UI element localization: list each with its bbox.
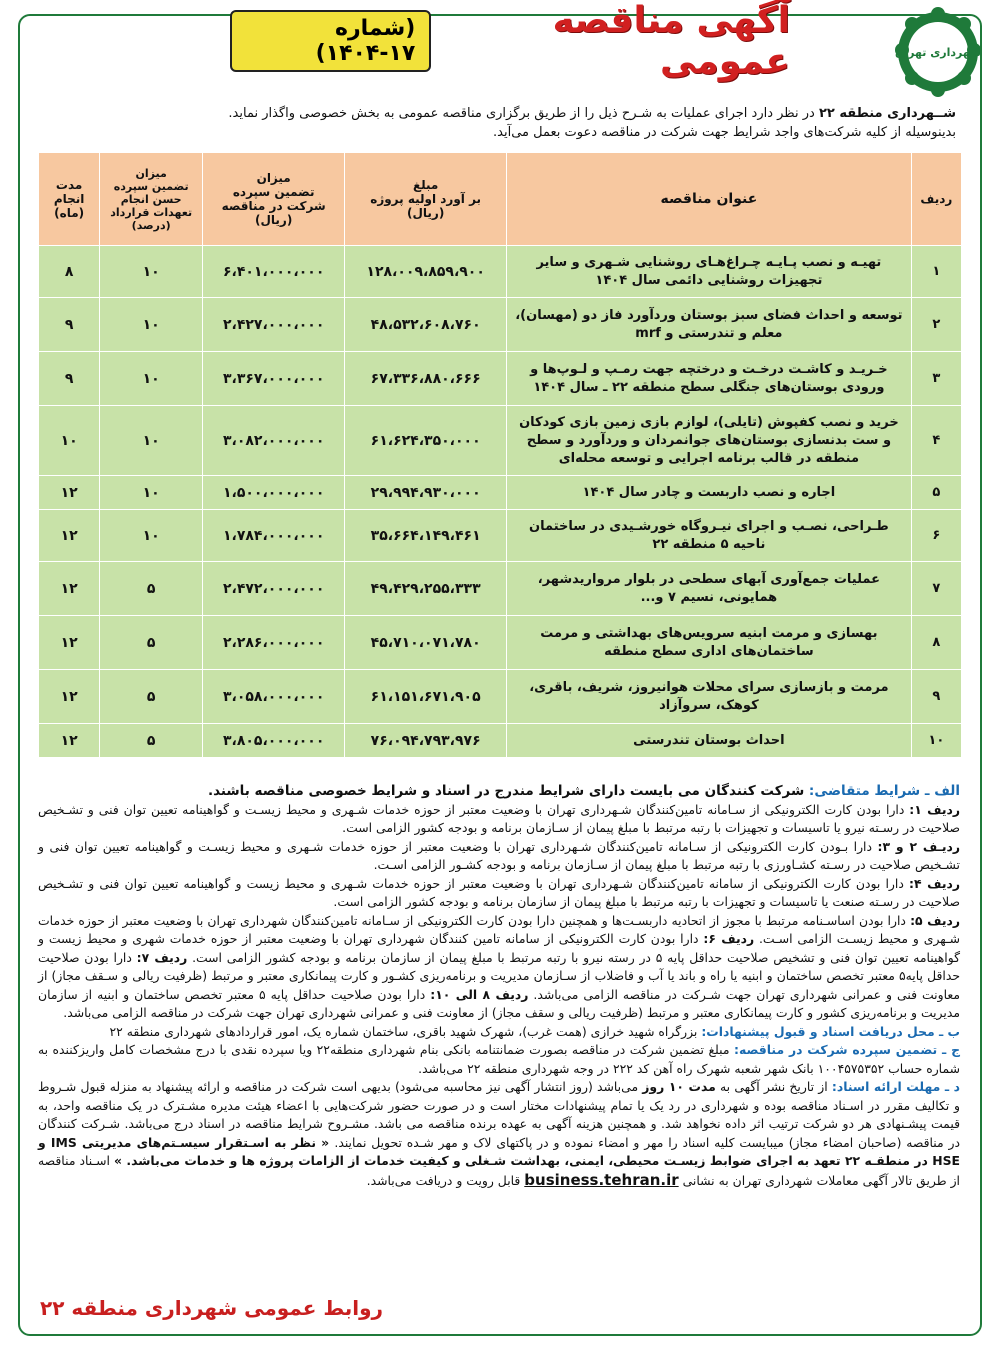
- cell-performance: ۱۰: [100, 510, 203, 562]
- cell-estimate: ۴۸،۵۳۲،۶۰۸،۷۶۰: [345, 298, 507, 352]
- r1-text: دارا بودن کارت الکترونیکی از سـامانه تامین‌کنندگان شـهرداری تهران با وضعیت معتبر از حوزه خدمات شـهری و محیط زیسـت و گواهینامه تعیین توان فنی و تشـخیص صلاحیت در رسـته نیرو یا تاسیسات و تجهیزات با رتبه مرتبط با مبلغ پیمان از سـازمان برنامه و بودجه کشور الزامی است.: [38, 801, 960, 835]
- cell-performance: ۱۰: [100, 476, 203, 510]
- cell-duration: ۱۲: [39, 670, 100, 724]
- r5-label: ردیف ۵:: [910, 912, 960, 928]
- cell-estimate: ۳۵،۶۶۴،۱۴۹،۴۶۱: [345, 510, 507, 562]
- cell-performance: ۵: [100, 562, 203, 616]
- cell-performance: ۱۰: [100, 246, 203, 298]
- r7-text: دارا بودن صلاحیت حداقل پایه۵ معتبر تخصص ساختمان و ابنیه یا راه و باند یا آب و فاضلاب از سـازمان مدیریت و برنامه‌ریزی کشـور و کارت پیمانکاری معتبر و مرتبط (ظرفیت ریالی و سـقف مجاز) از معاونت فنی و عمرانی شهرداری تهران جهت شـرکت در مناقصه الزامی می‌باشد.: [38, 949, 960, 1002]
- intro-text: [36, 104, 956, 142]
- cell-duration: ۱۰: [39, 406, 100, 476]
- cell-performance: ۵: [100, 670, 203, 724]
- condition-a-label: الف ـ شرایط متقاضی:: [808, 783, 960, 799]
- table-row: [39, 476, 962, 510]
- condition-b-text: بزرگراه شهید خرازی (همت غرب)، شهرک شهید باقری، ساختمان شماره یک، امور قراردادهای شهرداری منطقه ۲۲: [109, 1023, 702, 1039]
- org-name: شــهرداری منطقه ۲۲: [818, 106, 956, 121]
- cell-estimate: ۶۱،۱۵۱،۶۷۱،۹۰۵: [345, 670, 507, 724]
- cell-duration: ۱۲: [39, 510, 100, 562]
- condition-a-text: شرکت کنندگان می بایست دارای شرایط مندرج در اسناد و شرایط خصوصی مناقصه باشند.: [207, 783, 809, 799]
- r23-text: دارا بـودن کارت الکترونیکی از سـامانه تامین‌کنندگان شـهرداری تهران با وضعیت معتبر از حوزه خدمات شـهری و محیط زیسـت و گواهینامه تعیین توان فنی و تشـخیص صلاحیت در رسـته کشـاورزی با رتبه مرتبط با مبلغ پیمان از سـازمان برنامه و بودجه کشـور الزامی اسـت.: [38, 838, 960, 872]
- footer-signature: روابط عمومی شهرداری منطقه ۲۲: [40, 1296, 384, 1320]
- cell-guarantee: ۶،۴۰۱،۰۰۰،۰۰۰: [203, 246, 345, 298]
- cell-estimate: ۷۶،۰۹۴،۷۹۳،۹۷۶: [345, 724, 507, 758]
- cell-estimate: ۱۲۸،۰۰۹،۸۵۹،۹۰۰: [345, 246, 507, 298]
- cell-row-number: ۲: [911, 298, 961, 352]
- cell-performance: ۵: [100, 724, 203, 758]
- cell-row-number: ۱۰: [911, 724, 961, 758]
- table-row: [39, 246, 962, 298]
- cell-performance: ۱۰: [100, 406, 203, 476]
- r6-label: ردیف ۶:: [703, 931, 755, 946]
- cell-row-number: ۴: [911, 406, 961, 476]
- cell-row-number: ۸: [911, 616, 961, 670]
- cell-duration: ۹: [39, 298, 100, 352]
- intro-line1: در نظر دارد اجرای عملیات به شـرح ذیل را از طریق برگزاری مناقصه عمومی به بخش خصوصی واگذار نماید.: [228, 106, 819, 121]
- cell-row-number: ۵: [911, 476, 961, 510]
- header-estimate: مبلغ بر آورد اولیه پروژه (ریال): [345, 153, 507, 246]
- cell-estimate: ۴۵،۷۱۰،۰۷۱،۷۸۰: [345, 616, 507, 670]
- cell-row-number: ۱: [911, 246, 961, 298]
- cell-estimate: ۶۱،۶۲۴،۳۵۰،۰۰۰: [345, 406, 507, 476]
- intro-line2: بدینوسیله از کلیه شرکت‌های واجد شرایط جهت شرکت در مناقصه دعوت بعمل می‌آید.: [493, 125, 956, 140]
- condition-d-text2: می‌باشد (روز انتشار آگهی نیز محاسبه می‌شود) بدیهی است شرکت در مناقصه و ارائه پیشنهاد به منزله قبول شـروط و تکالیف مقرر در اسـناد مناقصه بوده و شهرداری در رد یک یا تمام پیشنهادات مختار است و در صورت حضور شرکت‌هایی با اعضاء هیئت مدیره مشـترک در یک مناقصه واحد، به قیمت پیشـنهادی هر دو شرکت ترتیب اثر داده نخواهد شد. و همچنین هزینه آگهی به عهده برنده مناقصه می باشد. مشـروح شرایط مناقصه در اسناد درج می‌باشد. شـرکت کنندگان در مناقصه (صاحبان امضاء مجاز) میبایست کلیه اسناد را مهر و امضاء نموده و در پاکتهای لاک و مهر شـده تحویل نمایند.: [38, 1079, 960, 1150]
- cell-duration: ۱۲: [39, 616, 100, 670]
- header-guarantee: میزان تضمین سپرده شرکت در مناقصه (ریال): [203, 153, 345, 246]
- cell-performance: ۱۰: [100, 298, 203, 352]
- cell-title: بهسازی و مرمت ابنیه سرویس‌های بهداشتی و مرمت ساختمان‌های اداری سطح منطقه: [507, 616, 912, 670]
- cell-title: مرمت و بازسازی سرای محلات هوانیروز، شریف، باقری، کوهک، سروآزاد: [507, 670, 912, 724]
- cell-row-number: ۷: [911, 562, 961, 616]
- table-header-row: [39, 153, 962, 246]
- cell-guarantee: ۳،۸۰۵،۰۰۰،۰۰۰: [203, 724, 345, 758]
- r6-text: دارا بودن کارت الکترونیکی از سامانه تامین کنندگان شهرداری تهران با وضعیت معتبر از حوزه خدمات شهری و محیط زیست و گواهینامه تعیین توان فنی و تشخیص صلاحیت حداقل پایه ۵ در رسته نیرو با رتبه مرتبط با مبلغ پیمان از سازمان برنامه و بودجه کشور الزامی است.: [38, 931, 961, 965]
- table-row: [39, 298, 962, 352]
- table-row: [39, 616, 962, 670]
- condition-d-text1: از تاریخ نشر آگهی به: [715, 1079, 832, 1094]
- condition-d-bold: مدت ۱۰ روز: [642, 1079, 716, 1094]
- r8-label: ردیف ۸ الی ۱۰:: [430, 986, 529, 1002]
- cell-title: احداث بوستان تندرستی: [507, 724, 912, 758]
- header-duration: مدت انجام (ماه): [39, 153, 100, 246]
- cell-guarantee: ۲،۲۸۶،۰۰۰،۰۰۰: [203, 616, 345, 670]
- cell-duration: ۸: [39, 246, 100, 298]
- condition-d-label: د ـ مهلت ارائه اسناد:: [831, 1079, 961, 1094]
- cell-guarantee: ۲،۴۲۷،۰۰۰،۰۰۰: [203, 298, 345, 352]
- cell-guarantee: ۳،۳۶۷،۰۰۰،۰۰۰: [203, 352, 345, 406]
- cell-duration: ۱۲: [39, 562, 100, 616]
- conditions-section: [38, 782, 960, 1190]
- condition-d-text3: اسـناد مناقصه از طریق تالار آگهی معاملات شهرداری تهران به نشانی: [38, 1153, 960, 1188]
- table-row: [39, 724, 962, 758]
- cell-duration: ۹: [39, 352, 100, 406]
- page-title: آگهی مناقصه عمومی: [552, 0, 790, 82]
- cell-estimate: ۲۹،۹۹۴،۹۳۰،۰۰۰: [345, 476, 507, 510]
- condition-c-label: ج ـ تضمین سپرده شرکت در مناقصه:: [733, 1042, 961, 1057]
- condition-d-text4: قابل رویت و دریافت می‌باشد.: [366, 1172, 525, 1188]
- header-row-number: ردیف: [911, 153, 961, 246]
- r7-label: ردیف ۷:: [136, 949, 188, 965]
- r1-label: ردیف ۱:: [909, 801, 960, 817]
- condition-b-label: ب ـ محل دریافت اسناد و قبول پیشنهادات:: [701, 1023, 960, 1039]
- r23-label: ردیـف ۲ و ۳:: [877, 838, 960, 854]
- cell-row-number: ۳: [911, 352, 961, 406]
- cell-guarantee: ۱،۷۸۴،۰۰۰،۰۰۰: [203, 510, 345, 562]
- cell-title: خرید و نصب کفپوش (تایلی)، لوازم بازی زمین بازی کودکان و ست بدنسازی بوستان‌های جوانمردان و وردآورد و سطح منطقه در قالب برنامه اجرایی و توسعه محله‌ای: [507, 406, 912, 476]
- header-title: عنوان مناقصه: [507, 153, 912, 246]
- cell-title: طـراحی، نصـب و اجرای نیـروگاه خورشـیدی در ساختمان ناحیه ۵ منطقه ۲۲: [507, 510, 912, 562]
- title-area: [230, 0, 790, 82]
- table-row: [39, 352, 962, 406]
- cell-estimate: ۶۷،۳۳۶،۸۸۰،۶۶۶: [345, 352, 507, 406]
- table-row: [39, 510, 962, 562]
- r4-label: ردیف ۴:: [909, 875, 960, 891]
- cell-title: اجاره و نصب داربست و چادر سال ۱۴۰۴: [507, 476, 912, 510]
- cell-row-number: ۶: [911, 510, 961, 562]
- cell-performance: ۱۰: [100, 352, 203, 406]
- cell-title: تهیـه و نصب پـایـه چـراغ‌هـای روشنایی شـهری و سایر تجهیزات روشنایی دائمی سال ۱۴۰۴: [507, 246, 912, 298]
- r5-text: دارا بودن اساسـنامه مرتبط با مجوز از اتحادیه داربسـت‌ها و همچنین دارا بودن کارت الکترونیکی از سـامانه تامین‌کنندگان شهرداری تهران با وضعیت معتبر از حوزه خدمات شـهری و محیط زیسـت الزامی اسـت.: [38, 912, 961, 946]
- tender-table: [38, 152, 962, 758]
- cell-guarantee: ۲،۴۷۲،۰۰۰،۰۰۰: [203, 562, 345, 616]
- cell-duration: ۱۲: [39, 724, 100, 758]
- cell-guarantee: ۳،۰۵۸،۰۰۰،۰۰۰: [203, 670, 345, 724]
- website-link[interactable]: business.tehran.ir: [524, 1170, 679, 1189]
- table-row: [39, 562, 962, 616]
- tehran-municipality-logo: [894, 4, 982, 100]
- r8-text: دارا بودن صلاحیت حداقل پایه ۵ معتبر تخصص ساختمان و ابنیه از سازمان مدیریت و برنامه‌ریزی کشور و کارت پیمانکاری معتبر و مرتبط (ظرفیت ریالی و سقف مجاز) از معاونت فنی و عمرانی شهرداری تهران جهت شرکت در مناقصه الزامی می‌باشد.: [38, 986, 960, 1020]
- cell-estimate: ۴۹،۴۲۹،۲۵۵،۳۳۳: [345, 562, 507, 616]
- condition-c-text: مبلغ تضمین شرکت در مناقصه بصورت ضمانتنامه بانکی بنام شهرداری منطقه۲۲ ویا سپرده نقدی با درج مشخصات کامل واریزکننده به شماره حساب ۱۰۰۴۵۷۵۳۵۲ بانک شهر شعبه شهرک راه آهن کد ۲۲۲ در وجه شهرداری منطقه ۲۲ می‌باشد.: [38, 1042, 960, 1076]
- logo-text: شهرداری تهران: [895, 46, 981, 59]
- condition-d-bold2: « نظر به اسـتقرار سیسـتم‌های مدیریتی IMS و HSE در منطقـه ۲۲ تعهد به اجرای ضوابط زیسـت محیطی، ایمنی، بهداشت شـغلی و کیفیت خدمات از الزامات پروژه ها و خدمات می‌باشد. »: [38, 1134, 960, 1168]
- table-row: [39, 670, 962, 724]
- header-performance: میزان تضمین سپرده حسن انجام تعهدات قرارداد (درصد): [100, 153, 203, 246]
- r4-text: دارا بودن کارت الکترونیکی از سامانه تامین‌کنندگان شـهرداری تهران با وضعیت معتبر از حوزه خدمات شـهری و محیط زیست و گواهینامه تعیین توان فنی و تشـخیص صلاحیت در رسـته صنعت یا تاسیسات و تجهیزات با رتبه مرتبط با مبلغ پیمان از سازمان برنامه و بودجه کشور الزامی است.: [38, 875, 960, 909]
- cell-title: خـریـد و کاشـت درخـت و درختچه جهت رمـپ و لـوپ‌ها و ورودی بوستان‌های جنگلی سطح منطقه ۲۲ ـ سال ۱۴۰۴: [507, 352, 912, 406]
- cell-duration: ۱۲: [39, 476, 100, 510]
- cell-row-number: ۹: [911, 670, 961, 724]
- cell-guarantee: ۳،۰۸۲،۰۰۰،۰۰۰: [203, 406, 345, 476]
- cell-guarantee: ۱،۵۰۰،۰۰۰،۰۰۰: [203, 476, 345, 510]
- cell-title: توسعه و احداث فضای سبز بوستان وردآورد فاز دو (مهسان)، معلم و تندرستی و mrf: [507, 298, 912, 352]
- tender-number-badge: (شماره ۱۷-۱۴۰۴): [230, 10, 431, 72]
- cell-performance: ۵: [100, 616, 203, 670]
- cell-title: عملیات جمع‌آوری آبهای سطحی در بلوار مرواریدشهر، همایونی، نسیم ۷ و...: [507, 562, 912, 616]
- table-row: [39, 406, 962, 476]
